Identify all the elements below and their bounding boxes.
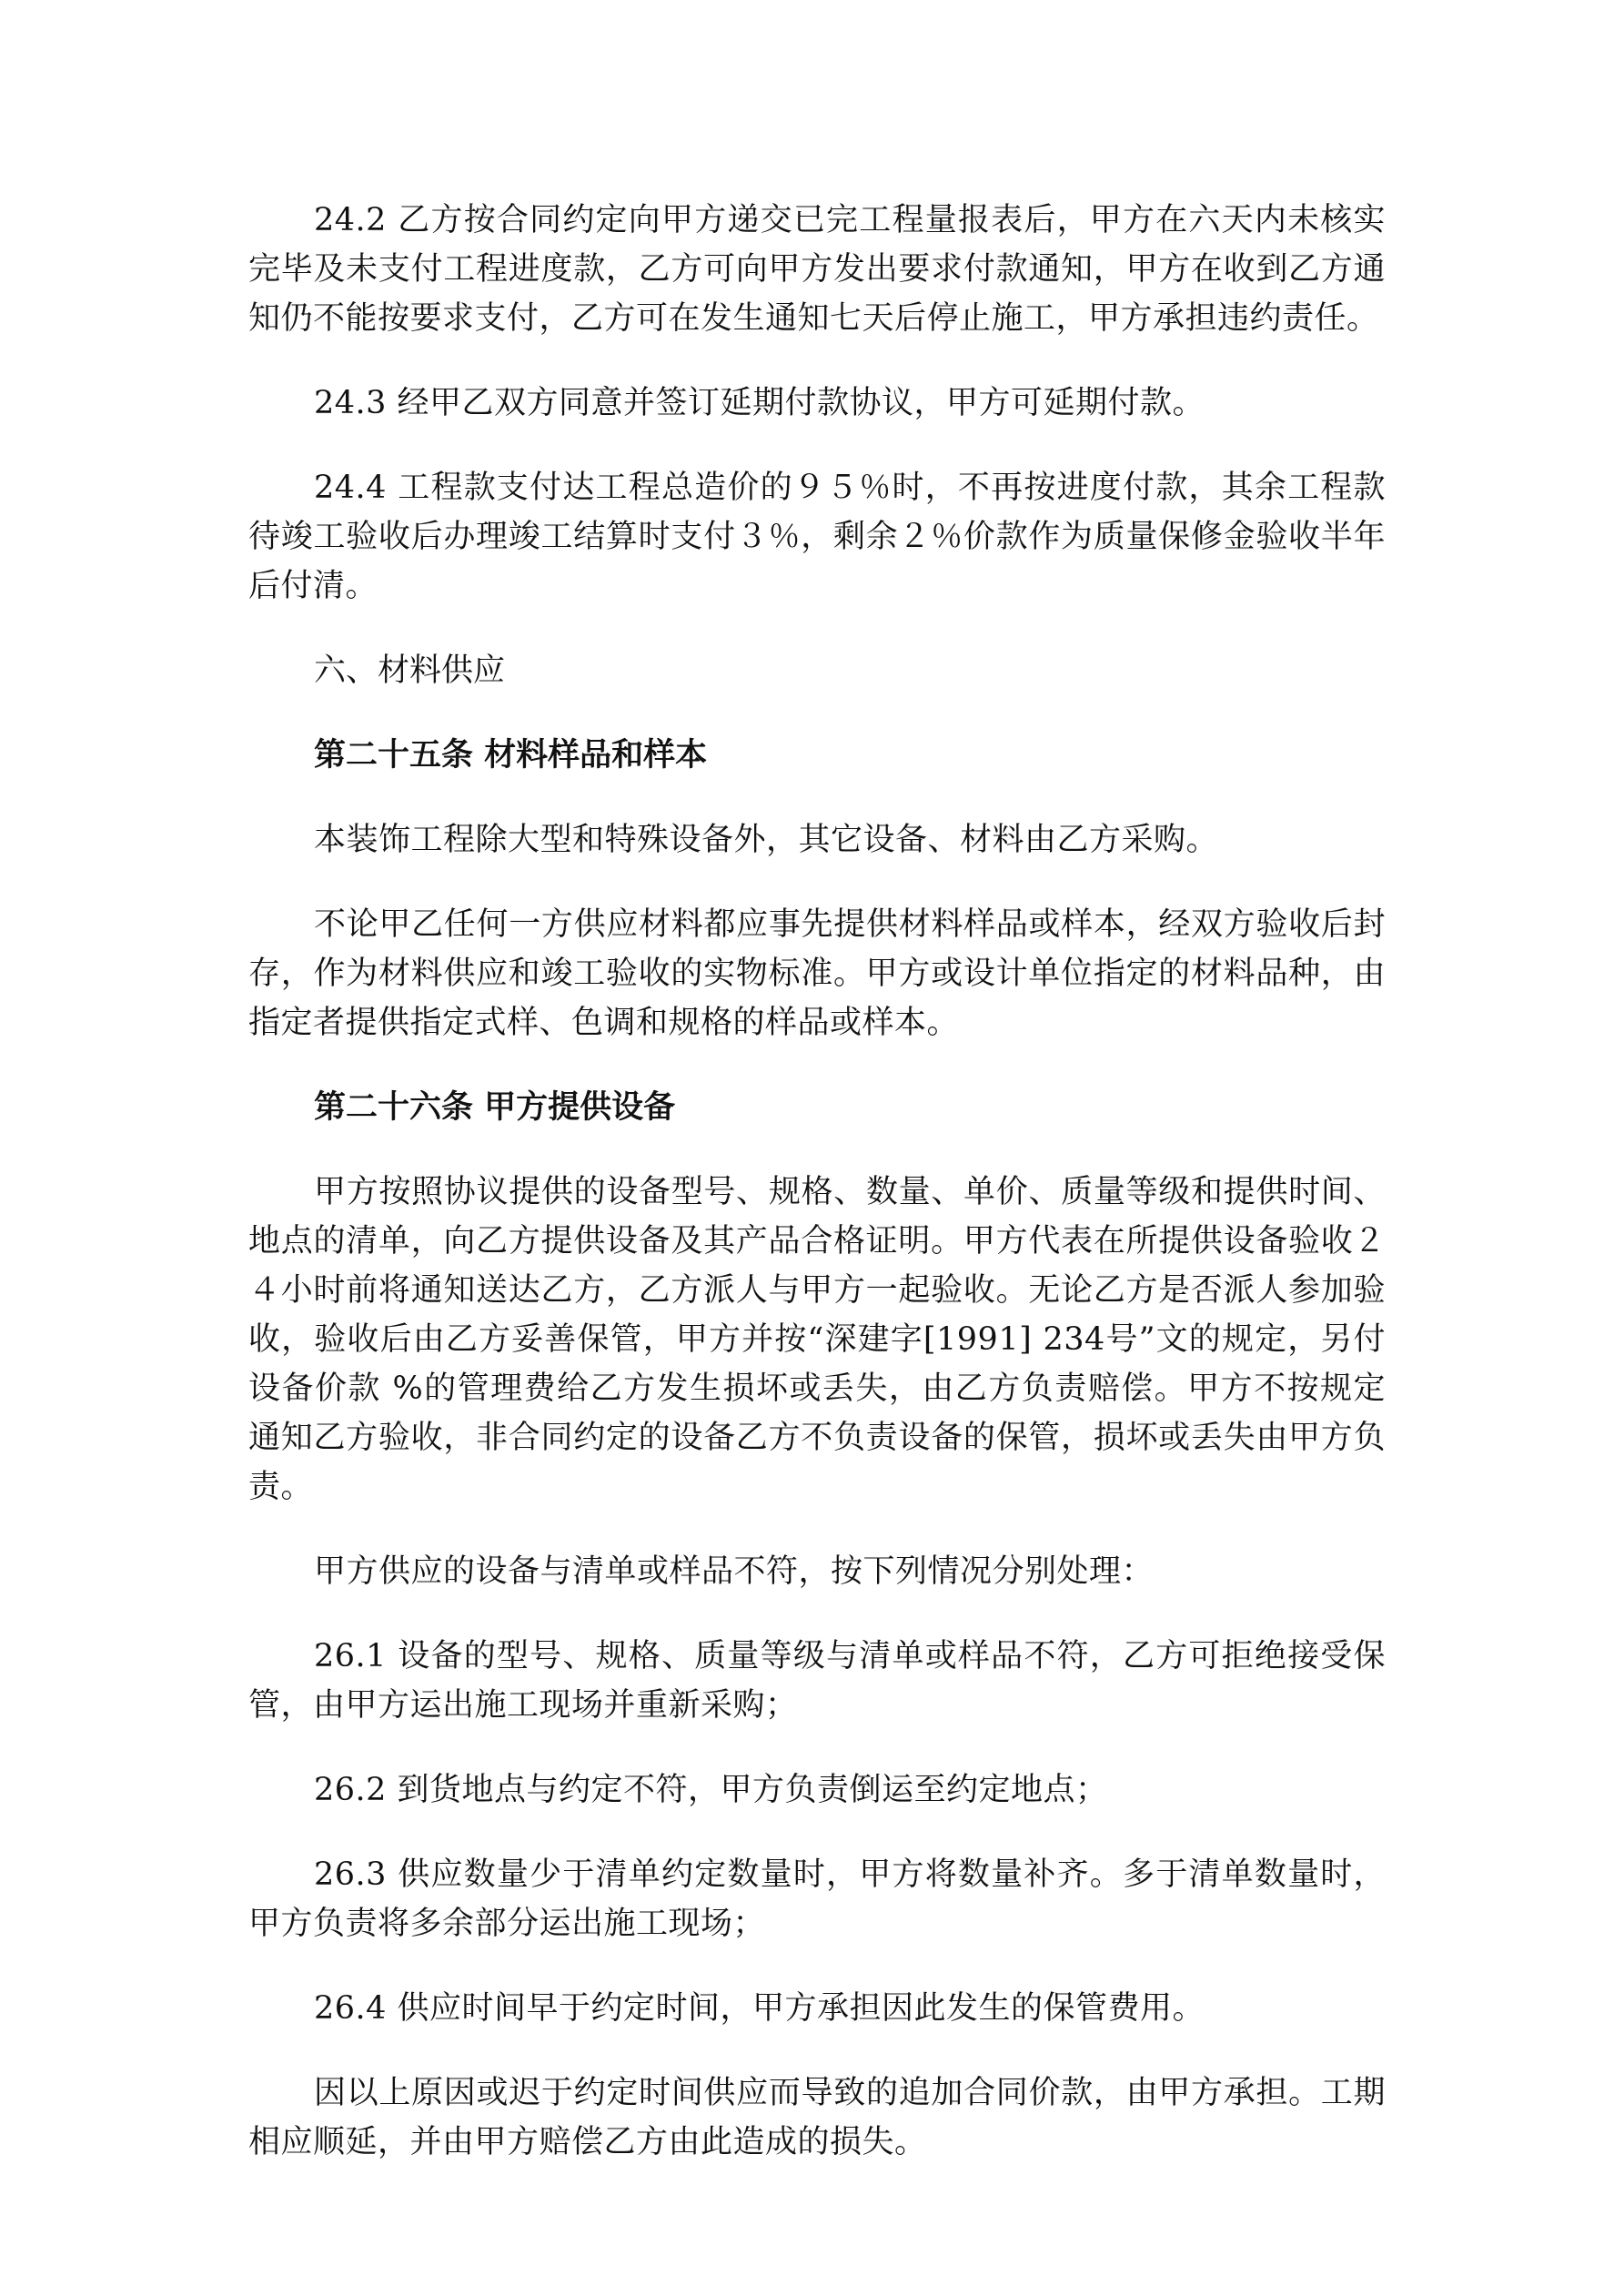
paragraph-26-1: 26.1 设备的型号、规格、质量等级与清单或样品不符，乙方可拒绝接受保管，由甲方运出施工现场并重新采购； xyxy=(248,1638,1386,1724)
paragraph-26-4: 26.4 供应时间早于约定时间，甲方承担因此发生的保管费用。 xyxy=(314,1990,1205,2027)
paragraph-additional-cost: 因以上原因或迟于约定时间供应而导致的追加合同价款，由甲方承担。工期相应顺延，并由甲方赔偿乙方由此造成的损失。 xyxy=(248,2075,1386,2160)
paragraph-24-4: 24.4 工程款支付达工程总造价的９５％时，不再按进度付款，其余工程款待竣工验收后办理竣工结算时支付３％，剩余２％价款作为质量保修金验收半年后付清。 xyxy=(248,470,1386,604)
section-title-material-supply: 六、材料供应 xyxy=(314,652,506,689)
paragraph-24-3: 24.3 经甲乙双方同意并签订延期付款协议，甲方可延期付款。 xyxy=(314,385,1205,421)
document-page xyxy=(248,196,1386,2202)
paragraph-24-2: 24.2 乙方按合同约定向甲方递交已完工程量报表后，甲方在六天内未核实完毕及未支付工程进度款，乙方可向甲方发出要求付款通知，甲方在收到乙方通知仍不能按要求支付，乙方可在发生通知七天后停止施工，甲方承担违约责任。 xyxy=(248,202,1386,337)
paragraph-equipment-supply: 甲方按照协议提供的设备型号、规格、数量、单价、质量等级和提供时间、地点的清单，向乙方提供设备及其产品合格证明。甲方代表在所提供设备验收２４小时前将通知送达乙方，乙方派人与甲方一起验收。无论乙方是否派人参加验收，验收后由乙方妥善保管，甲方并按“深建字[1991] 234号”文的规定，另付设备价款 %的管理费给乙方发生损坏或丢失，由乙方负责赔偿。甲方不按规定通知乙方验收，非合同约定的设备乙方不负责设备的保管，损坏或丢失由甲方负责。 xyxy=(248,1174,1386,1505)
paragraph-26-3: 26.3 供应数量少于清单约定数量时，甲方将数量补齐。多于清单数量时，甲方负责将多余部分运出施工现场； xyxy=(248,1856,1386,1942)
article-26-heading: 第二十六条 甲方提供设备 xyxy=(314,1088,676,1126)
paragraph-26-2: 26.2 到货地点与约定不符，甲方负责倒运至约定地点； xyxy=(314,1772,1108,1808)
paragraph-procurement: 本装饰工程除大型和特殊设备外，其它设备、材料由乙方采购。 xyxy=(314,822,1219,858)
article-25-heading: 第二十五条 材料样品和样本 xyxy=(314,736,708,774)
paragraph-samples: 不论甲乙任何一方供应材料都应事先提供材料样品或样本，经双方验收后封存，作为材料供应和竣工验收的实物标准。甲方或设计单位指定的材料品种，由指定者提供指定式样、色调和规格的样品或样本。 xyxy=(248,906,1386,1041)
paragraph-mismatch-intro: 甲方供应的设备与清单或样品不符，按下列情况分别处理： xyxy=(314,1553,1155,1590)
